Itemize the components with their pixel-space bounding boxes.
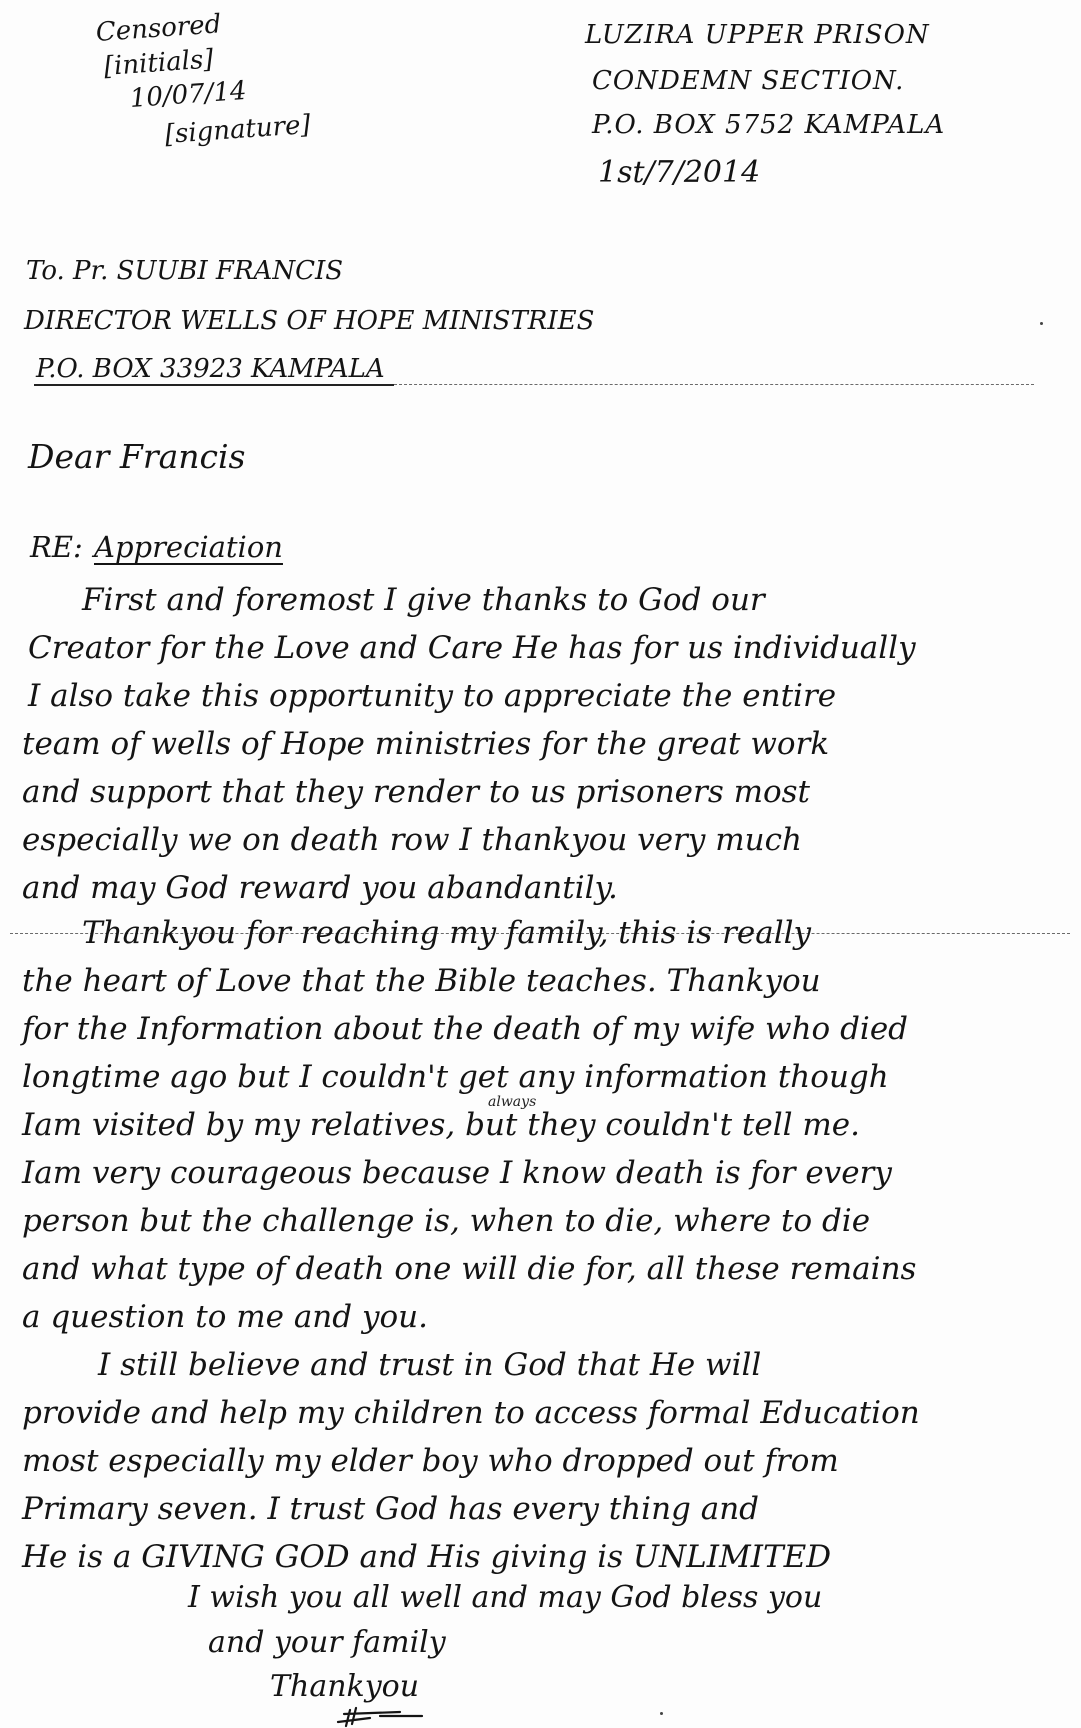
- closing-line: I wish you all well and may God bless you: [188, 1580, 823, 1615]
- margin-note-line: [initials]: [102, 44, 215, 82]
- address-line: P.O. BOX 5752 KAMPALA: [592, 110, 946, 140]
- body-line: provide and help my children to access formal Education: [22, 1395, 920, 1431]
- body-line: the heart of Love that the Bible teaches. Thankyou: [22, 963, 821, 999]
- signature-mark: [330, 1704, 450, 1728]
- subject-text: Appreciation: [94, 530, 283, 564]
- subject-prefix: RE:: [30, 530, 83, 564]
- scan-line: [394, 384, 1034, 385]
- body-line: Thankyou for reaching my family, this is really: [82, 915, 812, 951]
- body-line: especially we on death row I thankyou very much: [22, 822, 802, 858]
- body-line: Iam visited by my relatives, but they couldn't tell me.: [22, 1107, 860, 1143]
- scan-speck: [660, 1712, 663, 1715]
- scan-speck: [1040, 322, 1043, 325]
- body-line: for the Information about the death of my wife who died: [22, 1011, 909, 1047]
- body-line: Iam very courageous because I know death is for every: [22, 1155, 892, 1191]
- body-line: and what type of death one will die for, all these remains: [22, 1251, 917, 1287]
- margin-note-line: Censored: [94, 9, 223, 48]
- closing-line: Thankyou: [270, 1669, 420, 1704]
- body-line: a question to me and you.: [22, 1299, 428, 1335]
- margin-note-line: 10/07/14: [128, 75, 248, 114]
- inserted-word: always: [488, 1094, 537, 1110]
- body-line: I also take this opportunity to appreciate the entire: [28, 678, 837, 714]
- body-line: most especially my elder boy who dropped out from: [22, 1443, 839, 1479]
- body-line: First and foremost I give thanks to God our: [82, 582, 765, 618]
- body-line: team of wells of Hope ministries for the great work: [22, 726, 830, 762]
- recipient-line: To. Pr. SUUBI FRANCIS: [26, 256, 344, 286]
- body-line: Creator for the Love and Care He has for us individually: [28, 630, 916, 666]
- address-line: CONDEMN SECTION.: [592, 66, 905, 96]
- recipient-line: P.O. BOX 33923 KAMPALA: [36, 354, 385, 384]
- salutation: Dear Francis: [28, 437, 246, 476]
- recipient-line: DIRECTOR WELLS OF HOPE MINISTRIES: [24, 306, 595, 336]
- letter-date: 1st/7/2014: [598, 155, 761, 190]
- body-line: He is a GIVING GOD and His giving is UNLIMITED: [22, 1539, 832, 1575]
- body-line: Primary seven. I trust God has every thing and: [22, 1491, 760, 1527]
- recipient-underline: [34, 384, 394, 386]
- margin-note-signature: [signature]: [163, 109, 312, 150]
- address-line: LUZIRA UPPER PRISON: [585, 20, 930, 50]
- body-line: longtime ago but I couldn't get any information though: [22, 1059, 889, 1095]
- body-line: I still believe and trust in God that He will: [98, 1347, 762, 1383]
- body-line: and may God reward you abandantily.: [22, 870, 618, 906]
- body-line: person but the challenge is, when to die, where to die: [22, 1203, 871, 1239]
- body-line: and support that they render to us prisoners most: [22, 774, 811, 810]
- closing-line: and your family: [208, 1625, 446, 1660]
